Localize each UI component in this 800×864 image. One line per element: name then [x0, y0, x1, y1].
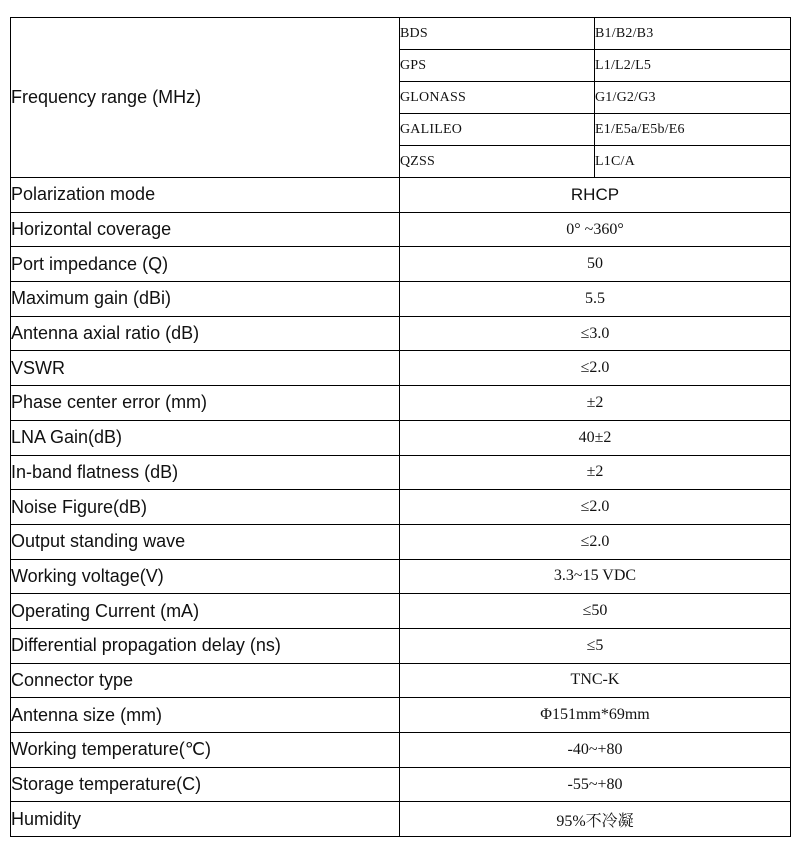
spec-label: Humidity [11, 802, 400, 837]
spec-label: Horizontal coverage [11, 212, 400, 247]
spec-row [11, 663, 791, 698]
spec-row [11, 767, 791, 802]
gnss-system-name: GLONASS [400, 82, 595, 114]
spec-value: ≤5 [400, 628, 791, 663]
spec-label: Antenna size (mm) [11, 698, 400, 733]
spec-row [11, 316, 791, 351]
spec-label: Storage temperature(C) [11, 767, 400, 802]
spec-label: Noise Figure(dB) [11, 490, 400, 525]
spec-label: Working temperature(℃) [11, 733, 400, 768]
gnss-system-bands: L1/L2/L5 [595, 50, 791, 82]
spec-row [11, 594, 791, 629]
spec-label: Port impedance (Q) [11, 247, 400, 282]
spec-value: -55~+80 [400, 767, 791, 802]
gnss-system-name: QZSS [400, 146, 595, 178]
spec-row [11, 455, 791, 490]
spec-value: ±2 [400, 386, 791, 421]
gnss-system-name: BDS [400, 18, 595, 50]
spec-row [11, 802, 791, 837]
spec-value: ≤50 [400, 594, 791, 629]
spec-value: 40±2 [400, 420, 791, 455]
spec-label: Output standing wave [11, 524, 400, 559]
spec-label: Operating Current (mA) [11, 594, 400, 629]
spec-value: -40~+80 [400, 733, 791, 768]
spec-value: 50 [400, 247, 791, 282]
spec-value: 3.3~15 VDC [400, 559, 791, 594]
spec-value: Φ151mm*69mm [400, 698, 791, 733]
spec-label: Working voltage(V) [11, 559, 400, 594]
spec-row [11, 559, 791, 594]
gnss-system-bands: B1/B2/B3 [595, 18, 791, 50]
spec-row [11, 178, 791, 213]
spec-row [11, 628, 791, 663]
spec-label: VSWR [11, 351, 400, 386]
spec-label: Differential propagation delay (ns) [11, 628, 400, 663]
gnss-system-name: GALILEO [400, 114, 595, 146]
spec-row [11, 351, 791, 386]
spec-label: In-band flatness (dB) [11, 455, 400, 490]
gnss-system-bands: L1C/A [595, 146, 791, 178]
spec-value: RHCP [400, 178, 791, 213]
spec-value: 5.5 [400, 282, 791, 317]
spec-row [11, 282, 791, 317]
spec-row [11, 212, 791, 247]
spec-value: TNC-K [400, 663, 791, 698]
spec-row [11, 524, 791, 559]
gnss-system-name: GPS [400, 50, 595, 82]
spec-value: ±2 [400, 455, 791, 490]
spec-label: Polarization mode [11, 178, 400, 213]
spec-value: ≤2.0 [400, 524, 791, 559]
gnss-system-bands: E1/E5a/E5b/E6 [595, 114, 791, 146]
spec-value: 95%不冷凝 [400, 802, 791, 837]
spec-label: LNA Gain(dB) [11, 420, 400, 455]
spec-row [11, 420, 791, 455]
spec-label: Phase center error (mm) [11, 386, 400, 421]
spec-row [11, 490, 791, 525]
spec-row [11, 698, 791, 733]
spec-row [11, 247, 791, 282]
spec-value: ≤2.0 [400, 490, 791, 525]
spec-label: Maximum gain (dBi) [11, 282, 400, 317]
frequency-row [11, 18, 791, 50]
spec-value: ≤2.0 [400, 351, 791, 386]
gnss-system-bands: G1/G2/G3 [595, 82, 791, 114]
frequency-range-label: Frequency range (MHz) [11, 18, 400, 178]
spec-value: 0° ~360° [400, 212, 791, 247]
spec-table [10, 17, 791, 837]
spec-label: Antenna axial ratio (dB) [11, 316, 400, 351]
spec-row [11, 733, 791, 768]
spec-label: Connector type [11, 663, 400, 698]
spec-value: ≤3.0 [400, 316, 791, 351]
spec-row [11, 386, 791, 421]
